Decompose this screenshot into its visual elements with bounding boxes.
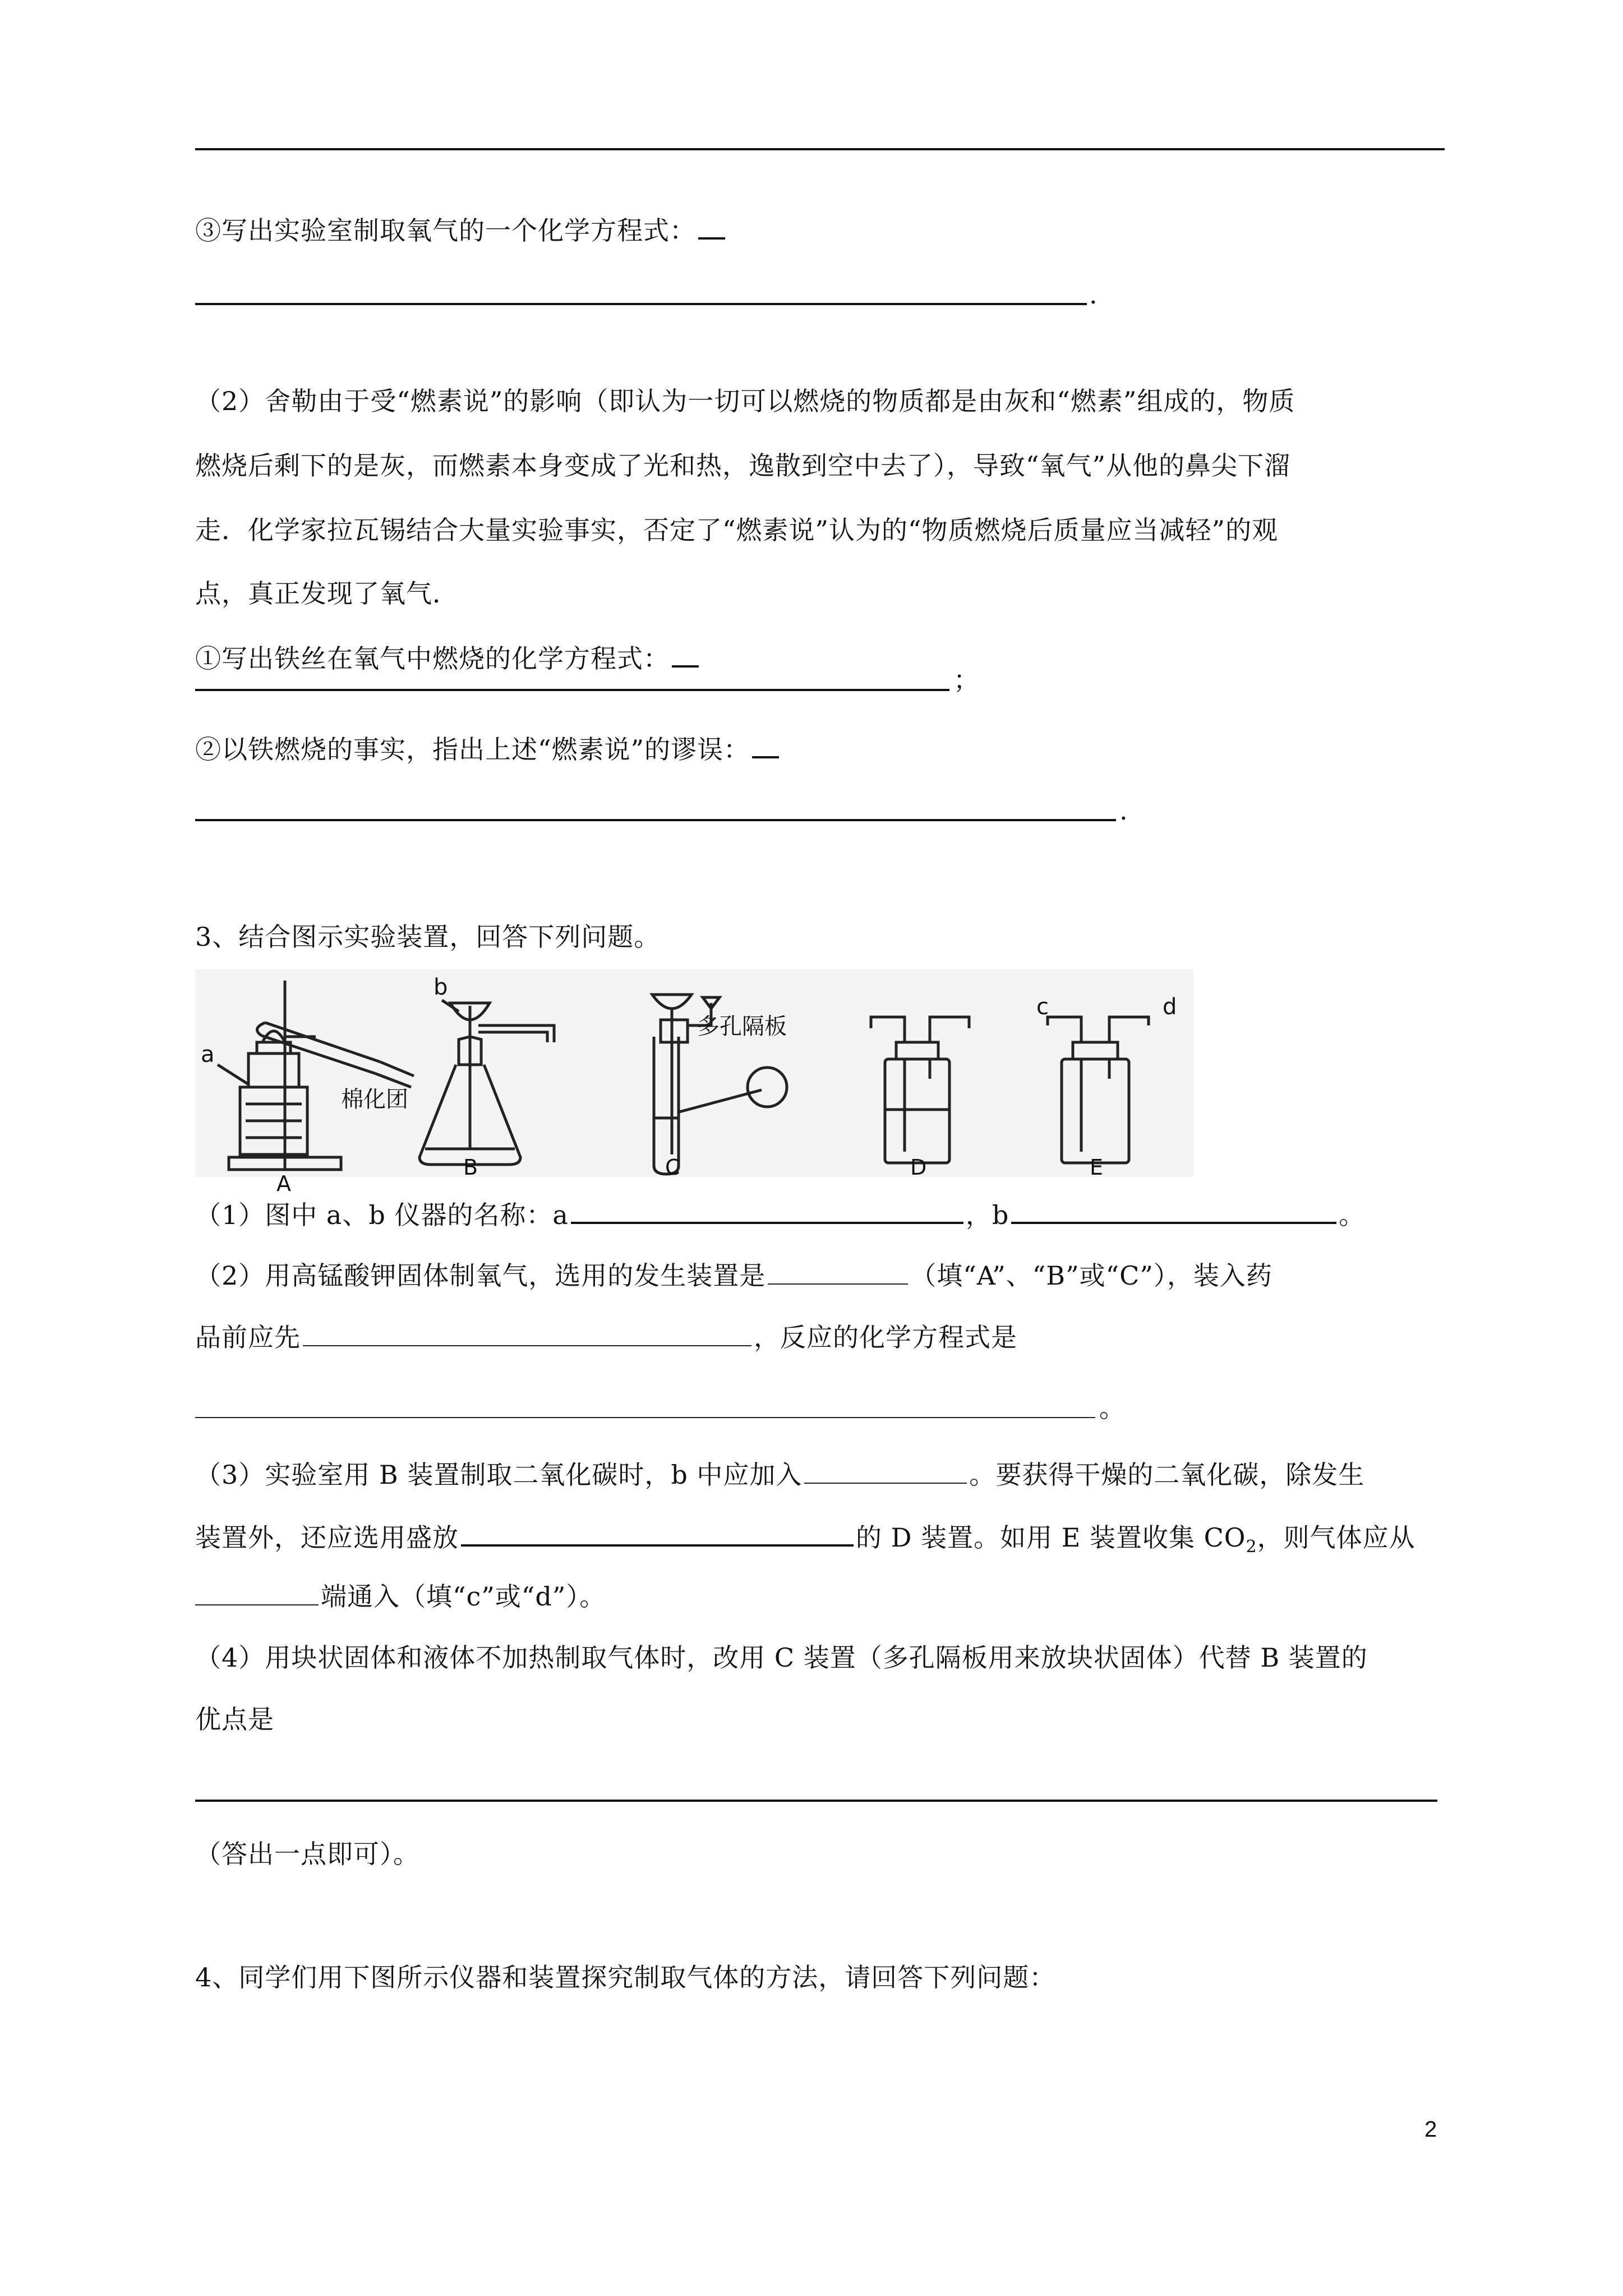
label-a: a: [201, 1042, 215, 1068]
q3-sub2-line2: 品前应先 ，反应的化学方程式是: [195, 1318, 1017, 1354]
document-page: ③写出实验室制取氧气的一个化学方程式： . （2）舍勒由于受“燃素说”的影响（即认为一切可以燃烧的物质都是由灰和“燃素”组成的，物质 燃烧后剩下的是灰，而燃素本身变成了光和热，逸散到空中去了），导致“氧气”从他的鼻尖下溜 走．化学家拉瓦锡结合大量实验事实，否定了“燃素说”认为的“物质燃烧后质量应当减轻”的观 点，真正发现了氧气． ①写出铁丝在氧气中燃烧的化学方程式： ； ②以铁燃烧的事实，指出上述“燃素说”的谬误： . 3、结合图示实验装置，回答下列问题。 a b c d 棉化团 多孔隔板 A B C D E （1）图中 a、b 仪器的名称：a ，b 。 （2）用高锰酸钾固体制氧气，选用的发生装置是 （填“A”、“B”或“C”），装入药 品前应先 ，反应的化学方程式是 。 （3）实验室用 B 装置制取二氧化碳时，b 中应加入 。要获得干燥的二氧化碳，除发生 装置外，还应选用盛放 的 D 装置。如用 E 装置收集 $CO_2$，则气体应从 端通入（填“c”或“d”）。 （4）用块状固体和液体不加热制取气体时，改用 C 装置（多孔隔板用来放块状固体）代替 B 装置的 优点是 （答出一点即可）。 4、同学们用下图所示仪器和装置探究制取气体的方法，请回答下列问题： 2: [0, 0, 1623, 2296]
answer-line[interactable]: [195, 1417, 1095, 1418]
label-E: E: [1090, 1155, 1104, 1180]
label-d: d: [1163, 994, 1177, 1020]
q2-paragraph-line: 点，真正发现了氧气．: [195, 578, 459, 609]
q3-sub1: （1）图中 a、b 仪器的名称：a ，b 。: [195, 1195, 1365, 1232]
label-A: A: [276, 1171, 291, 1196]
q3-sub4-line2: 优点是: [195, 1704, 274, 1734]
blank-generator[interactable]: [768, 1257, 908, 1285]
answer-line[interactable]: [195, 1800, 1437, 1802]
q4-title: 4、同学们用下图所示仪器和装置探究制取气体的方法，请回答下列问题：: [195, 1962, 1056, 1993]
q2-item1: ①写出铁丝在氧气中燃烧的化学方程式：: [195, 638, 701, 675]
answer-blank[interactable]: [672, 638, 699, 668]
blank-instrument-b[interactable]: [1011, 1195, 1336, 1224]
blank-instrument-a[interactable]: [571, 1195, 963, 1224]
q3-title: 3、结合图示实验装置，回答下列问题。: [195, 922, 661, 952]
q2-paragraph-line: 走．化学家拉瓦锡结合大量实验事实，否定了“燃素说”认为的“物质燃烧后质量应当减轻”的观: [195, 515, 1279, 545]
label-c: c: [1036, 994, 1049, 1020]
answer-blank[interactable]: [698, 210, 725, 240]
label-D: D: [910, 1155, 927, 1180]
answer-line[interactable]: [195, 689, 949, 691]
apparatus-figure: [195, 969, 1193, 1196]
header-rule: [195, 148, 1445, 150]
blank-precheck[interactable]: [303, 1318, 751, 1346]
q3-sub3-line3: 端通入（填“c”或“d”）。: [195, 1577, 606, 1613]
answer-line[interactable]: [195, 303, 1087, 305]
q3-sub3-line2: 装置外，还应选用盛放 的 D 装置。如用 E 装置收集 $CO_2$，则气体应从: [195, 1517, 1415, 1564]
answer-blank[interactable]: [752, 729, 779, 758]
label-C: C: [665, 1155, 680, 1180]
blank-inlet[interactable]: [195, 1577, 319, 1605]
blank-b-reagent[interactable]: [804, 1456, 967, 1484]
q2-paragraph-line: 燃烧后剩下的是灰，而燃素本身变成了光和热，逸散到空中去了），导致“氧气”从他的鼻尖下溜: [195, 450, 1291, 481]
q2-paragraph-line: （2）舍勒由于受“燃素说”的影响（即认为一切可以燃烧的物质都是由灰和“燃素”组成的，物质: [195, 386, 1295, 416]
blank-drying-agent[interactable]: [461, 1517, 854, 1547]
q2-item2: ②以铁燃烧的事实，指出上述“燃素说”的谬误：: [195, 729, 781, 766]
label-B: B: [463, 1155, 478, 1180]
answer-line[interactable]: [195, 819, 1116, 821]
q2-item3: ③写出实验室制取氧气的一个化学方程式：: [195, 210, 727, 247]
q3-sub2-line1: （2）用高锰酸钾固体制氧气，选用的发生装置是 （填“A”、“B”或“C”），装入药: [195, 1257, 1272, 1292]
q3-sub4-end: （答出一点即可）。: [195, 1839, 419, 1869]
label-porous-plate: 多孔隔板: [697, 1014, 787, 1039]
q3-sub3-line1: （3）实验室用 B 装置制取二氧化碳时，b 中应加入 。要获得干燥的二氧化碳，除发生: [195, 1456, 1364, 1492]
label-cotton: 棉化团: [341, 1087, 408, 1112]
q3-sub4-line1: （4）用块状固体和液体不加热制取气体时，改用 C 装置（多孔隔板用来放块状固体）代替 B 装置的: [195, 1642, 1368, 1673]
label-b: b: [434, 974, 448, 1000]
page-number: 2: [1424, 2117, 1437, 2142]
